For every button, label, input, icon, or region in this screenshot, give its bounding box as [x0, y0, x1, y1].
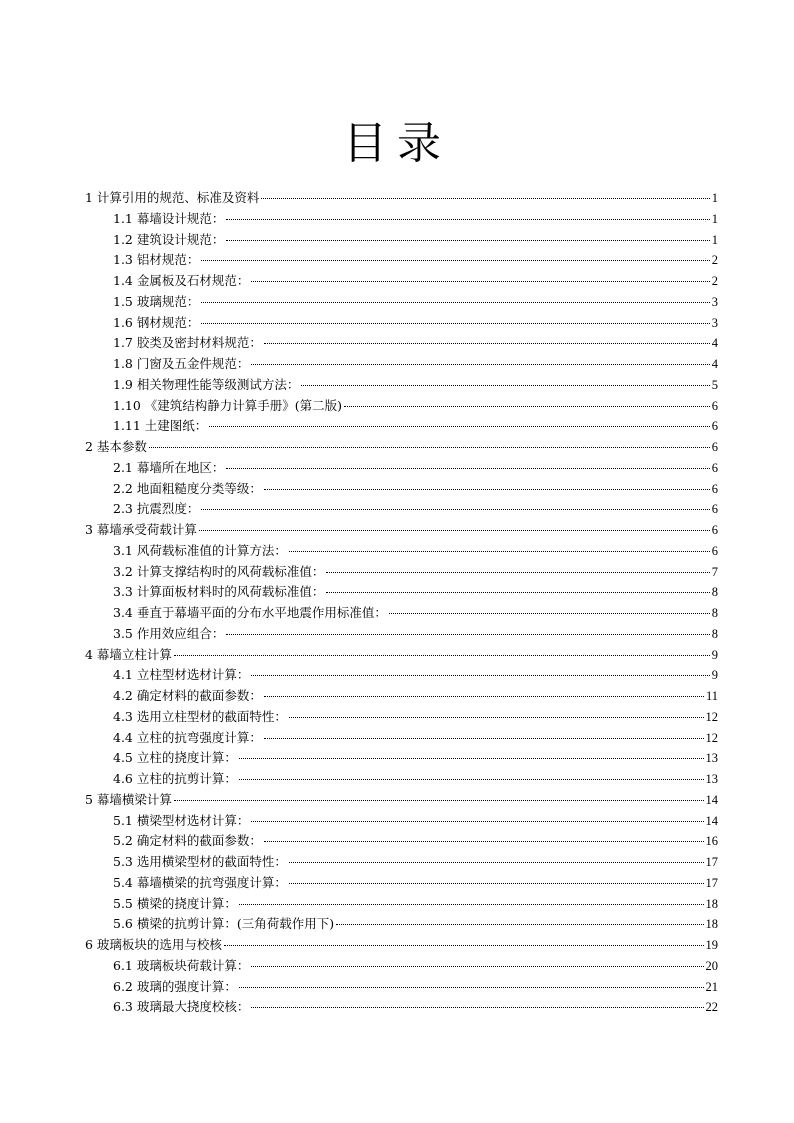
- dot-leader: [209, 426, 709, 427]
- dot-leader: [239, 779, 704, 780]
- dot-leader: [224, 945, 704, 946]
- toc-page-number: 6: [711, 419, 718, 434]
- dot-leader: [226, 468, 709, 469]
- toc-section-entry[interactable]: [85, 230, 718, 251]
- toc-entry-title: 1.11 土建图纸：: [113, 418, 208, 434]
- toc-page-number: 6: [711, 398, 718, 413]
- dot-leader: [289, 862, 704, 863]
- toc-page-number: 18: [705, 917, 718, 932]
- dot-leader: [261, 198, 709, 199]
- dot-leader: [201, 509, 709, 510]
- toc-page-number: 2: [711, 274, 718, 288]
- toc-section-entry[interactable]: [85, 769, 718, 790]
- dot-leader: [264, 343, 710, 344]
- toc-page-number: 6: [711, 481, 718, 496]
- toc-section-entry[interactable]: [85, 271, 718, 292]
- toc-section-entry[interactable]: [85, 354, 718, 375]
- toc-page-number: 17: [705, 855, 718, 869]
- dot-leader: [201, 260, 709, 261]
- toc-page-number: 8: [711, 626, 718, 641]
- toc-section-entry[interactable]: [85, 562, 718, 583]
- toc-section-entry[interactable]: [85, 292, 718, 313]
- toc-page-number: 1: [711, 191, 718, 205]
- toc-entry-title: 4.1 立柱型材选材计算：: [113, 667, 250, 683]
- toc-entry-title: 4.3 选用立柱型材的截面特性：: [113, 708, 287, 724]
- toc-entry-title: 1.6 钢材规范：: [113, 314, 200, 330]
- toc-chapter-entry[interactable]: [85, 437, 718, 458]
- toc-entry-title: 5.5 横梁的挠度计算：: [113, 895, 237, 911]
- dot-leader: [226, 634, 709, 635]
- toc-entry-title: 2.1 幕墙所在地区：: [113, 459, 225, 475]
- toc-page-number: 13: [705, 772, 718, 786]
- dot-leader: [326, 572, 709, 573]
- toc-section-entry[interactable]: [85, 479, 718, 500]
- toc-section-entry[interactable]: [85, 250, 718, 271]
- dot-leader: [336, 924, 703, 925]
- toc-page-number: 16: [705, 834, 718, 849]
- toc-page-number: 3: [711, 294, 718, 309]
- toc-section-entry[interactable]: [85, 831, 718, 852]
- toc-page-number: 18: [705, 896, 718, 911]
- dot-leader: [344, 406, 710, 407]
- toc-entry-title: 6.3 玻璃最大挠度校核：: [113, 999, 250, 1015]
- page-title: 目录: [343, 118, 451, 170]
- toc-page-number: 11: [705, 689, 718, 703]
- dot-leader: [174, 800, 704, 801]
- toc-entry-title: 5.2 确定材料的截面参数：: [113, 833, 262, 849]
- dot-leader: [289, 551, 710, 552]
- toc-chapter-entry[interactable]: [85, 935, 718, 956]
- toc-entry-title: 3.5 作用效应组合：: [113, 625, 225, 641]
- toc-section-entry[interactable]: [85, 707, 718, 728]
- dot-leader: [289, 717, 704, 718]
- toc-section-entry[interactable]: [85, 333, 718, 354]
- toc-section-entry[interactable]: [85, 686, 718, 707]
- toc-page-number: 9: [711, 647, 718, 662]
- toc-entry-title: 1.3 铝材规范：: [113, 252, 200, 268]
- toc-entry-title: 3.3 计算面板材料时的风荷载标准值：: [113, 584, 325, 600]
- toc-page-number: 13: [705, 751, 718, 766]
- toc-entry-title: 3.1 风荷载标准值的计算方法：: [113, 542, 287, 558]
- toc-entry-title: 4.2 确定材料的截面参数：: [113, 688, 262, 703]
- toc-page-number: 17: [705, 875, 718, 890]
- table-of-contents: [85, 188, 718, 1018]
- toc-entry-title: 3.2 计算支撑结构时的风荷载标准值：: [113, 563, 325, 579]
- toc-entry-title: 5.4 幕墙横梁的抗弯强度计算：: [113, 874, 287, 890]
- toc-page-number: 22: [705, 1000, 718, 1015]
- toc-section-entry[interactable]: [85, 728, 718, 749]
- toc-page-number: 8: [711, 585, 718, 600]
- toc-page-number: 12: [705, 709, 718, 724]
- toc-page-number: 6: [711, 440, 718, 454]
- dot-leader: [389, 613, 710, 614]
- toc-section-entry[interactable]: [85, 914, 718, 935]
- toc-entry-title: 5.6 横梁的抗剪计算：(三角荷载作用下): [113, 916, 335, 932]
- toc-entry-title: 4.4 立柱的抗弯强度计算：: [113, 729, 262, 745]
- toc-section-entry[interactable]: [85, 624, 718, 645]
- dot-leader: [264, 841, 704, 842]
- toc-entry-title: 3 幕墙承受荷载计算: [85, 522, 197, 537]
- toc-page-number: 4: [711, 357, 718, 371]
- dot-leader: [239, 904, 704, 905]
- toc-section-entry[interactable]: [85, 375, 718, 396]
- toc-entry-title: 1.4 金属板及石材规范：: [113, 273, 250, 288]
- toc-entry-title: 4.6 立柱的抗剪计算：: [113, 771, 237, 786]
- dot-leader: [251, 966, 703, 967]
- dot-leader: [289, 883, 704, 884]
- toc-entry-title: 2.3 抗震烈度：: [113, 501, 200, 517]
- toc-entry-title: 5.3 选用横梁型材的截面特性：: [113, 854, 287, 869]
- toc-chapter-entry[interactable]: [85, 188, 718, 209]
- dot-leader: [149, 447, 710, 448]
- dot-leader: [226, 219, 709, 220]
- dot-leader: [226, 240, 709, 241]
- toc-page-number: 7: [711, 564, 718, 579]
- toc-section-entry[interactable]: [85, 582, 718, 603]
- toc-page-number: 20: [705, 958, 718, 973]
- toc-section-entry[interactable]: [85, 852, 718, 873]
- toc-entry-title: 4.5 立柱的挠度计算：: [113, 750, 237, 766]
- toc-page-number: 5: [711, 377, 718, 392]
- toc-section-entry[interactable]: [85, 748, 718, 769]
- toc-page-number: 6: [711, 460, 718, 475]
- dot-leader: [264, 489, 710, 490]
- dot-leader: [174, 655, 710, 656]
- toc-entry-title: 1 计算引用的规范、标准及资料: [85, 190, 260, 205]
- toc-entry-title: 1.10 《建筑结构静力计算手册》(第二版): [113, 397, 343, 413]
- toc-page-number: 12: [705, 730, 718, 745]
- toc-section-entry[interactable]: [85, 313, 718, 334]
- toc-page-number: 9: [711, 668, 718, 683]
- dot-leader: [264, 696, 704, 697]
- toc-section-entry[interactable]: [85, 541, 718, 562]
- toc-page-number: 14: [705, 813, 718, 828]
- toc-section-entry[interactable]: [85, 499, 718, 520]
- toc-page-number: 14: [705, 792, 718, 807]
- toc-entry-title: 1.8 门窗及五金件规范：: [113, 356, 250, 371]
- dot-leader: [239, 987, 704, 988]
- dot-leader: [251, 675, 709, 676]
- toc-entry-title: 2.2 地面粗糙度分类等级：: [113, 480, 262, 496]
- toc-chapter-entry[interactable]: [85, 645, 718, 666]
- toc-entry-title: 6.2 玻璃的强度计算：: [113, 978, 237, 994]
- toc-page-number: 3: [711, 315, 718, 330]
- toc-page-number: 6: [711, 523, 718, 537]
- toc-section-entry[interactable]: [85, 396, 718, 417]
- toc-page-number: 6: [711, 543, 718, 558]
- toc-entry-title: 3.4 垂直于幕墙平面的分布水平地震作用标准值：: [113, 605, 387, 620]
- toc-page-number: 1: [711, 211, 718, 226]
- toc-section-entry[interactable]: [85, 665, 718, 686]
- dot-leader: [199, 530, 710, 531]
- toc-entry-title: 1.1 幕墙设计规范：: [113, 210, 225, 226]
- toc-page-number: 1: [711, 232, 718, 247]
- toc-entry-title: 1.7 胶类及密封材料规范：: [113, 335, 262, 351]
- toc-page-number: 19: [705, 938, 718, 952]
- toc-entry-title: 5.1 横梁型材选材计算：: [113, 812, 250, 828]
- dot-leader: [326, 592, 709, 593]
- dot-leader: [201, 302, 709, 303]
- toc-entry-title: 1.5 玻璃规范：: [113, 293, 200, 309]
- toc-chapter-entry[interactable]: [85, 790, 718, 811]
- toc-chapter-entry[interactable]: [85, 520, 718, 541]
- toc-page-number: 4: [711, 336, 718, 351]
- toc-section-entry[interactable]: [85, 458, 718, 479]
- toc-entry-title: 4 幕墙立柱计算: [85, 646, 172, 662]
- dot-leader: [251, 821, 703, 822]
- dot-leader: [251, 281, 709, 282]
- dot-leader: [301, 385, 709, 386]
- toc-section-entry[interactable]: [85, 811, 718, 832]
- toc-page-number: 21: [705, 979, 718, 994]
- dot-leader: [201, 323, 709, 324]
- toc-entry-title: 2 基本参数: [85, 439, 147, 454]
- toc-entry-title: 1.2 建筑设计规范：: [113, 231, 225, 247]
- toc-page-number: 8: [711, 606, 718, 620]
- toc-section-entry[interactable]: [85, 603, 718, 624]
- toc-entry-title: 1.9 相关物理性能等级测试方法：: [113, 376, 300, 392]
- toc-page-number: 2: [711, 253, 718, 268]
- toc-entry-title: 6 玻璃板块的选用与校核: [85, 937, 222, 952]
- toc-section-entry[interactable]: [85, 416, 718, 437]
- toc-page-number: 6: [711, 502, 718, 517]
- toc-section-entry[interactable]: [85, 977, 718, 998]
- dot-leader: [251, 1007, 703, 1008]
- toc-section-entry[interactable]: [85, 956, 718, 977]
- dot-leader: [251, 364, 709, 365]
- toc-section-entry[interactable]: [85, 997, 718, 1018]
- dot-leader: [264, 738, 704, 739]
- toc-entry-title: 5 幕墙横梁计算: [85, 791, 172, 807]
- dot-leader: [239, 758, 704, 759]
- toc-section-entry[interactable]: [85, 873, 718, 894]
- toc-entry-title: 6.1 玻璃板块荷载计算：: [113, 957, 250, 973]
- toc-section-entry[interactable]: [85, 209, 718, 230]
- toc-section-entry[interactable]: [85, 894, 718, 915]
